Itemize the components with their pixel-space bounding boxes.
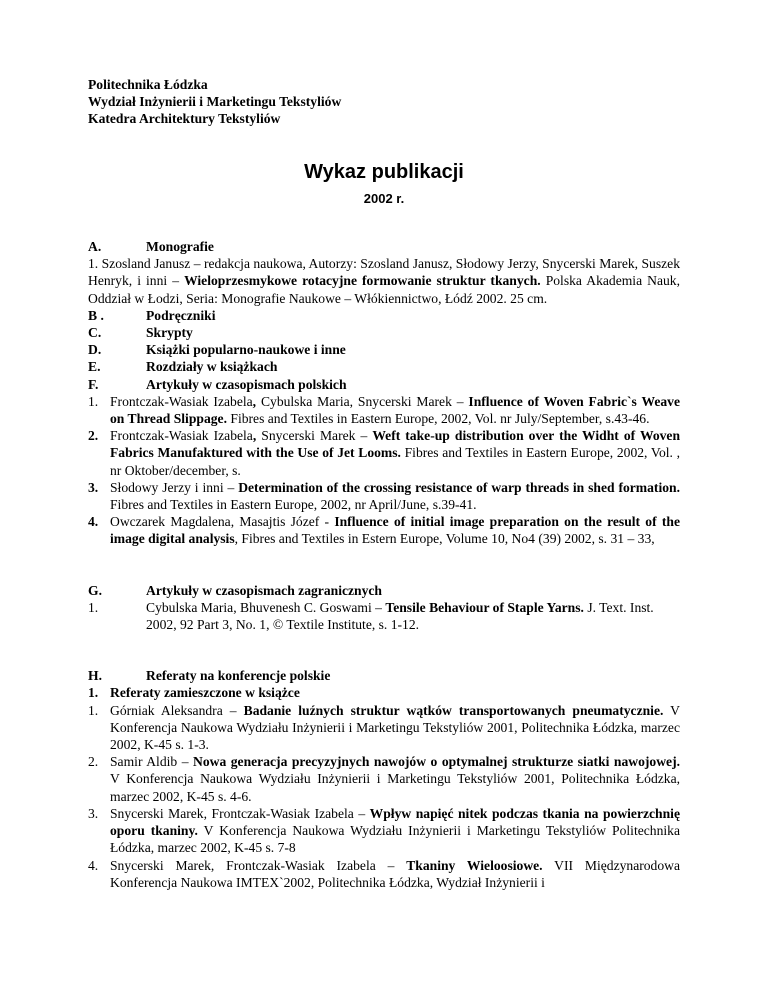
section-heading-e: E. Rozdziały w książkach	[88, 359, 278, 375]
list-item: 1. Szosland Janusz – redakcja naukowa, Autorzy: Szosland Janusz, Słodowy Jerzy, Snycerski Marek, Suszek Henryk, i inni – Wieloprzesmykowe rotacyjne formowanie struktur tkanych. Polska Akademia Nauk, Oddział w Łodzi, Seria: Monografie Naukowe – Włókiennictwo, Łódź 2002. 25 cm.	[88, 256, 680, 306]
list-item: 4. Snycerski Marek, Frontczak-Wasiak Izabela – Tkaniny Wieloosiowe. VII Międzynarodowa Konferencja Naukowa IMTEX`2002, Politechnika Łódzka, Wydział Inżynierii i	[88, 857, 681, 890]
document-page	[88, 76, 680, 891]
section-heading-d: D. Książki popularno-naukowe i inne	[88, 342, 346, 358]
list-item: 2. Samir Aldib – Nowa generacja precyzyjnych nawojów o optymalnej strukturze siatki nawojowej. V Konferencja Naukowa Wydziału Inżynierii i Marketingu Tekstyliów 2001, Politechnika Łódzka, marzec 2002, K-45 s. 4-6.	[88, 754, 680, 804]
page-title: Wykaz publikacji	[304, 161, 464, 183]
list-item: 4. Owczarek Magdalena, Masajtis Józef - Influence of initial image preparation on the result of the image digital analysis, Fibres and Textiles in Estern Europe, Volume 10, No4 (39) 2002, s. 31 – 33,	[88, 514, 680, 547]
section-heading-a: A. Monografie	[88, 239, 214, 254]
section-heading-g: G. Artykuły w czasopismach zagranicznych	[88, 582, 382, 598]
section-heading-b: B . Podręczniki	[88, 307, 216, 323]
faculty-name: Wydział Inżynierii i Marketingu Tekstyliów	[88, 94, 342, 109]
section-heading-c: C. Skrypty	[88, 325, 193, 341]
section-heading-h: H. Referaty na konferencje polskie	[88, 668, 331, 684]
section-heading-f: F. Artykuły w czasopismach polskich	[88, 376, 347, 392]
list-item: 1. Górniak Aleksandra – Badanie luźnych struktur wątków transportowanych pneumatycznie. V Konferencja Naukowa Wydziału Inżynierii i Marketingu Tekstyliów 2001, Politechnika Łódzka, marzec 2002, K-45 s. 1-3.	[88, 702, 680, 753]
list-item: 3. Snycerski Marek, Frontczak-Wasiak Izabela – Wpływ napięć nitek podczas tkania na powierzchnię oporu tkaniny. V Konferencja Naukowa Wydziału Inżynierii i Marketingu Tekstyliów Politechnika Łódzka, marzec 2002, K-45 s. 7-8	[88, 805, 681, 856]
list-item: 3. Słodowy Jerzy i inni – Determination of the crossing resistance of warp threads in shed formation. Fibres and Textiles in Eastern Europe, 2002, nr April/June, s.39-41.	[88, 479, 680, 513]
page-year: 2002 r.	[363, 191, 405, 206]
university-name: Politechnika Łódzka	[88, 77, 208, 92]
list-item: 2. Frontczak-Wasiak Izabela, Snycerski Marek – Weft take-up distribution over the Widht of Woven Fabrics Manufaktured with the Use of Jet Looms. Fibres and Textiles in Eastern Europe, 2002, Vol. , nr Oktober/december, s.	[88, 428, 681, 478]
list-item: 1. Frontczak-Wasiak Izabela, Cybulska Maria, Snycerski Marek – Influence of Woven Fabric`s Weave on Thread Slippage. Fibres and Textiles in Eastern Europe, 2002, Vol. nr July/September, s.43-46.	[88, 393, 680, 427]
institution-header	[88, 76, 680, 127]
department-name: Katedra Architektury Tekstyliów	[88, 111, 281, 126]
subsection-heading: 1. Referaty zamieszczone w książce	[88, 685, 300, 701]
list-item: 1. Cybulska Maria, Bhuvenesh C. Goswami – Tensile Behaviour of Staple Yarns. J. Text. Inst. 2002, 92 Part 3, No. 1, © Textile Institute, s. 1-12.	[88, 599, 654, 633]
